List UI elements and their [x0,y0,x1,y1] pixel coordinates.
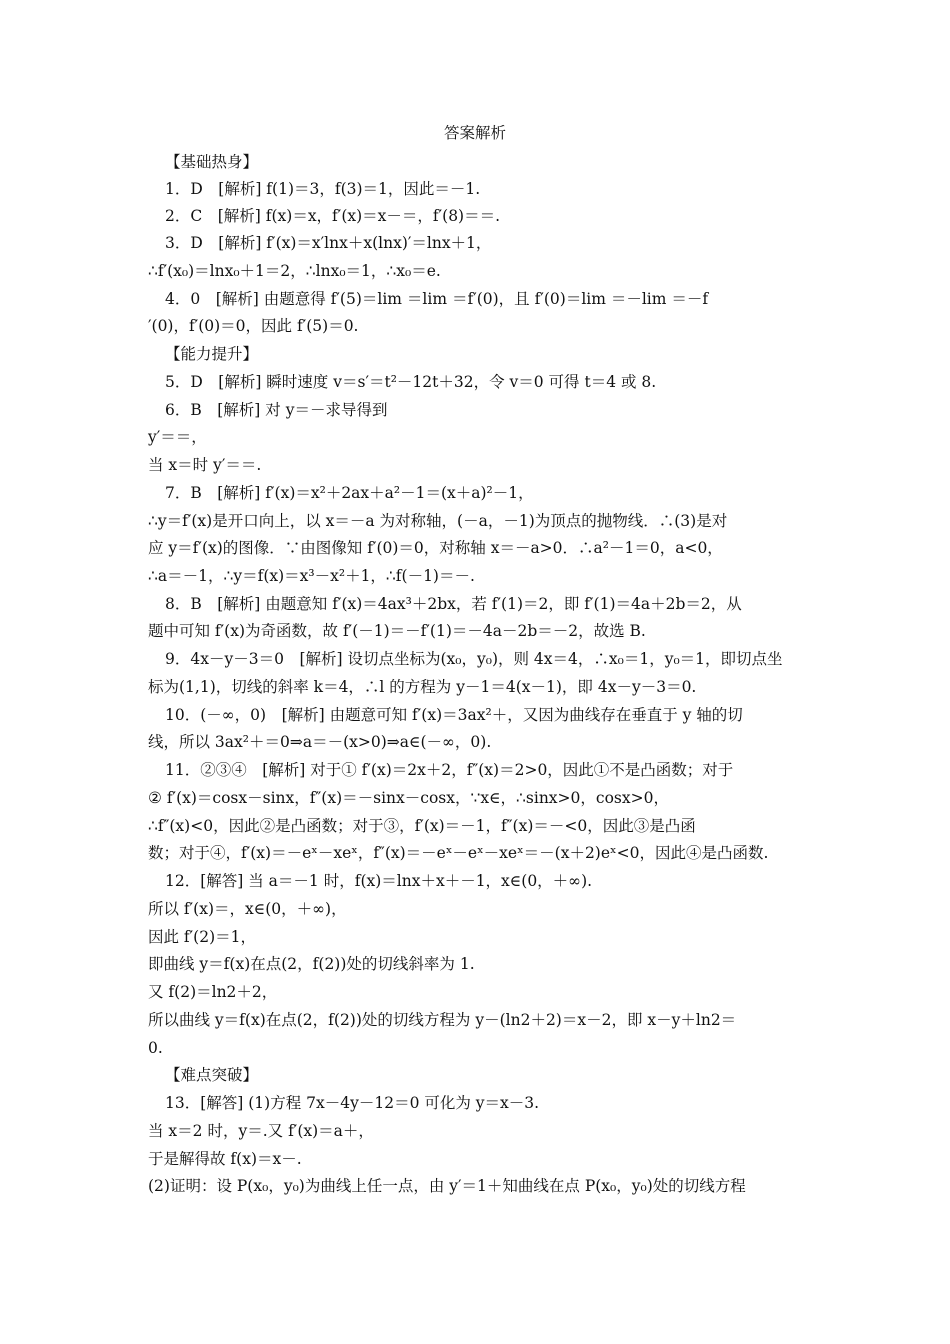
answer-line: ∴f″(x)<0，因此②是凸函数；对于③，f′(x)＝－1，f″(x)＝－<0，因此③是凸函 [148,817,696,835]
answer-line: 4．0 [解析] 由题意得 f′(5)＝lim ＝lim ＝f′(0)，且 f′(0)＝lim ＝－lim ＝－f [165,290,709,308]
answer-line: 当 x＝时 y′＝＝. [148,456,262,474]
answer-line: ′(0)，f′(0)＝0，因此 f′(5)＝0. [148,317,359,335]
answer-line: 3．D [解析] f′(x)＝x′lnx＋x(lnx)′＝lnx＋1， [165,234,492,252]
answer-line: 于是解得故 f(x)＝x－. [148,1150,302,1168]
answer-line: 线，所以 3ax²＋＝0⇒a＝－(x>0)⇒a∈(－∞，0). [148,733,492,751]
answer-line: (2)证明：设 P(x₀，y₀)为曲线上任一点，由 y′＝1＋知曲线在点 P(x₀，y₀)处的切线方程 [148,1177,746,1195]
answer-line: 2．C [解析] f(x)＝x，f′(x)＝x－＝，f′(8)＝＝. [165,207,501,225]
answer-line: 5．D [解析] 瞬时速度 v＝s′＝t²－12t＋32，令 v＝0 可得 t＝4 或 8. [165,373,657,391]
answer-line: 13．[解答] (1)方程 7x－4y－12＝0 可化为 y＝x－3. [165,1094,540,1112]
answer-line: 0. [148,1039,163,1057]
answer-line: 当 x＝2 时，y＝.又 f′(x)＝a＋， [148,1122,374,1140]
answer-line: ② f′(x)＝cosx－sinx，f″(x)＝－sinx－cosx，∵x∈，∴sinx>0，cosx>0， [148,789,669,807]
answer-line: 6．B [解析] 对 y＝－求导得到 [165,401,388,419]
answer-line: 1．D [解析] f(1)＝3，f(3)＝1，因此＝－1. [165,180,481,198]
answer-line: ∴a＝－1，∴y＝f(x)＝x³－x²＋1，∴f(－1)＝－. [148,567,475,585]
answer-line: ∴f′(x₀)＝lnx₀＋1＝2，∴lnx₀＝1，∴x₀＝e. [148,262,441,280]
answer-line: 即曲线 y＝f(x)在点(2，f(2))处的切线斜率为 1. [148,955,475,973]
answer-line: 8．B [解析] 由题意知 f′(x)＝4ax³＋2bx，若 f′(1)＝2，即 f′(1)＝4a＋2b＝2，从 [165,595,742,613]
section-heading: 【能力提升】 [165,345,259,363]
answer-line: 所以曲线 y＝f(x)在点(2，f(2))处的切线方程为 y－(ln2＋2)＝x－2，即 x－y＋ln2＝ [148,1011,737,1029]
answer-line: ∴y＝f′(x)是开口向上，以 x＝－a 为对称轴，(－a，－1)为顶点的抛物线．∴(3)是对 [148,512,728,530]
answer-line: 应 y＝f′(x)的图像．∵由图像知 f′(0)＝0，对称轴 x＝－a>0．∴a²－1＝0，a<0， [148,539,723,557]
answer-line: 又 f(2)＝ln2＋2， [148,983,278,1001]
answer-line: 数；对于④，f′(x)＝－eˣ－xeˣ，f″(x)＝－eˣ－eˣ－xeˣ＝－(x＋2)eˣ<0，因此④是凸函数. [148,844,769,862]
answer-line: 因此 f′(2)＝1， [148,928,257,946]
answer-line: y′＝＝， [148,428,207,446]
answer-line: 12．[解答] 当 a＝－1 时，f(x)＝lnx＋x＋－1，x∈(0，＋∞). [165,872,593,890]
answer-line: 题中可知 f′(x)为奇函数，故 f′(－1)＝－f′(1)＝－4a－2b＝－2，故选 B. [148,622,646,640]
section-heading: 【基础热身】 [165,153,259,171]
page-title: 答案解析 [443,124,506,142]
answer-line: 所以 f′(x)＝，x∈(0，＋∞)， [148,900,347,918]
answer-line: 10．(－∞，0) [解析] 由题意可知 f′(x)＝3ax²＋，又因为曲线存在垂直于 y 轴的切 [165,706,743,724]
answer-line: 标为(1,1)，切线的斜率 k＝4，∴l 的方程为 y－1＝4(x－1)，即 4x－y－3＝0. [148,678,697,696]
answer-line: 9．4x－y－3＝0 [解析] 设切点坐标为(x₀，y₀)，则 4x＝4，∴x₀＝1，y₀＝1，即切点坐 [165,650,783,668]
section-heading: 【难点突破】 [165,1066,259,1084]
answer-line: 7．B [解析] f′(x)＝x²＋2ax＋a²－1＝(x＋a)²－1， [165,484,534,502]
answer-line: 11．②③④ [解析] 对于① f′(x)＝2x＋2，f″(x)＝2>0，因此①不是凸函数；对于 [165,761,734,779]
